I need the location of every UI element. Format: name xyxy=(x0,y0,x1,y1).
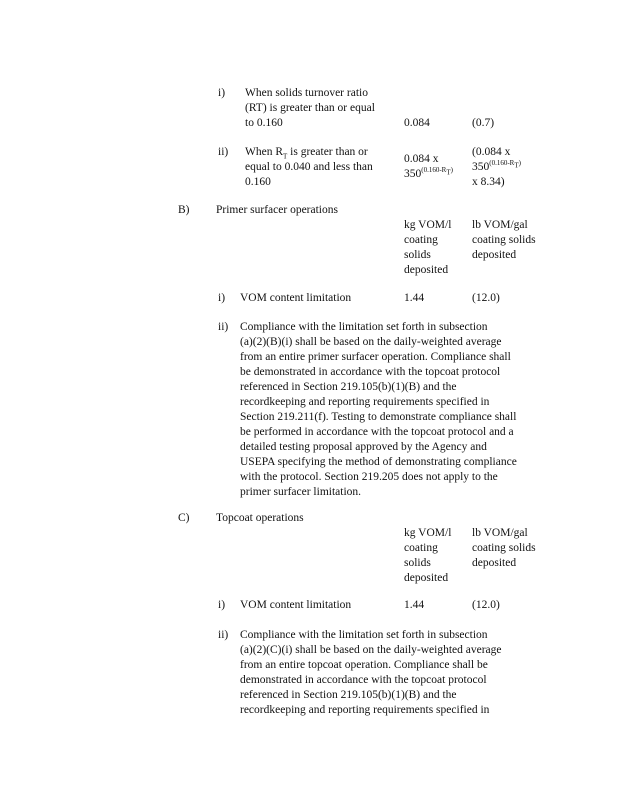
section-c-item-i-label: VOM content limitation xyxy=(240,599,352,611)
item-i-description: When solids turnover ratio (RT) is greater than or equal to 0.160 xyxy=(245,87,375,129)
section-c-lb-header: lb VOM/gal coating solids deposited xyxy=(472,527,536,569)
section-b-item-i-number: i) xyxy=(218,292,226,304)
section-b-item-ii-text: Compliance with the limitation set forth in subsection (a)(2)(B)(i) shall be based on the daily-weighted average from an entire primer surfacer operation. Compliance shall be demonstrated in accordance with the topcoat protocol referenced in Section 219.105(b)(1)(B) and the recordkeeping and reporting requirements specified in Section 219.211(f). Testing to demonstrate compliance shall be performed in accordance with the topcoat protocol and a detailed testing proposal approved by the Agency and USEPA specifying the method of demonstrating compliance with the protocol. Section 219.205 does not apply to the primer surfacer limitation. xyxy=(240,321,517,498)
section-b-item-i-lb: (12.0) xyxy=(472,292,500,304)
section-c-kg-header: kg VOM/l coating solids deposited xyxy=(404,527,452,584)
section-b-lb-header: lb VOM/gal coating solids deposited xyxy=(472,219,536,261)
section-b-item-ii-number: ii) xyxy=(218,321,229,333)
item-ii-description: When $R_T$ is greater than or equal to 0.040 and less than 0.160 xyxy=(245,146,373,188)
item-i-kg-value: 0.084 xyxy=(404,117,430,129)
item-ii-kg-formula: 0.084 x $350^{(0.160-R_T)}$ xyxy=(404,153,453,180)
section-c-item-ii-text: Compliance with the limitation set forth in subsection (a)(2)(C)(i) shall be based on the daily-weighted average from an entire topcoat operation. Compliance shall be demonstrated in accordance with the topcoat protocol referenced in Section 219.105(b)(1)(B) and the recordkeeping and reporting requirements specified in xyxy=(240,629,502,716)
item-i-number: i) xyxy=(218,87,226,99)
section-b-item-i-label: VOM content limitation xyxy=(240,292,352,304)
section-b-title: Primer surfacer operations xyxy=(216,204,338,216)
section-b-item-i-kg: 1.44 xyxy=(404,292,425,304)
section-c-item-i-lb: (12.0) xyxy=(472,599,500,611)
item-ii-number: ii) xyxy=(218,146,229,158)
section-b-letter: B) xyxy=(178,204,190,216)
section-c-title: Topcoat operations xyxy=(216,512,304,524)
section-b-kg-header: kg VOM/l coating solids deposited xyxy=(404,219,452,276)
section-c-item-i-number: i) xyxy=(218,599,226,611)
section-c-item-ii-number: ii) xyxy=(218,629,229,641)
section-c-item-i-kg: 1.44 xyxy=(404,599,425,611)
item-ii-lb-formula: (0.084 x $350^{(0.160-R_T)}$ x 8.34) xyxy=(472,146,521,188)
section-c-letter: C) xyxy=(178,512,190,524)
item-i-lb-value: (0.7) xyxy=(472,117,495,129)
